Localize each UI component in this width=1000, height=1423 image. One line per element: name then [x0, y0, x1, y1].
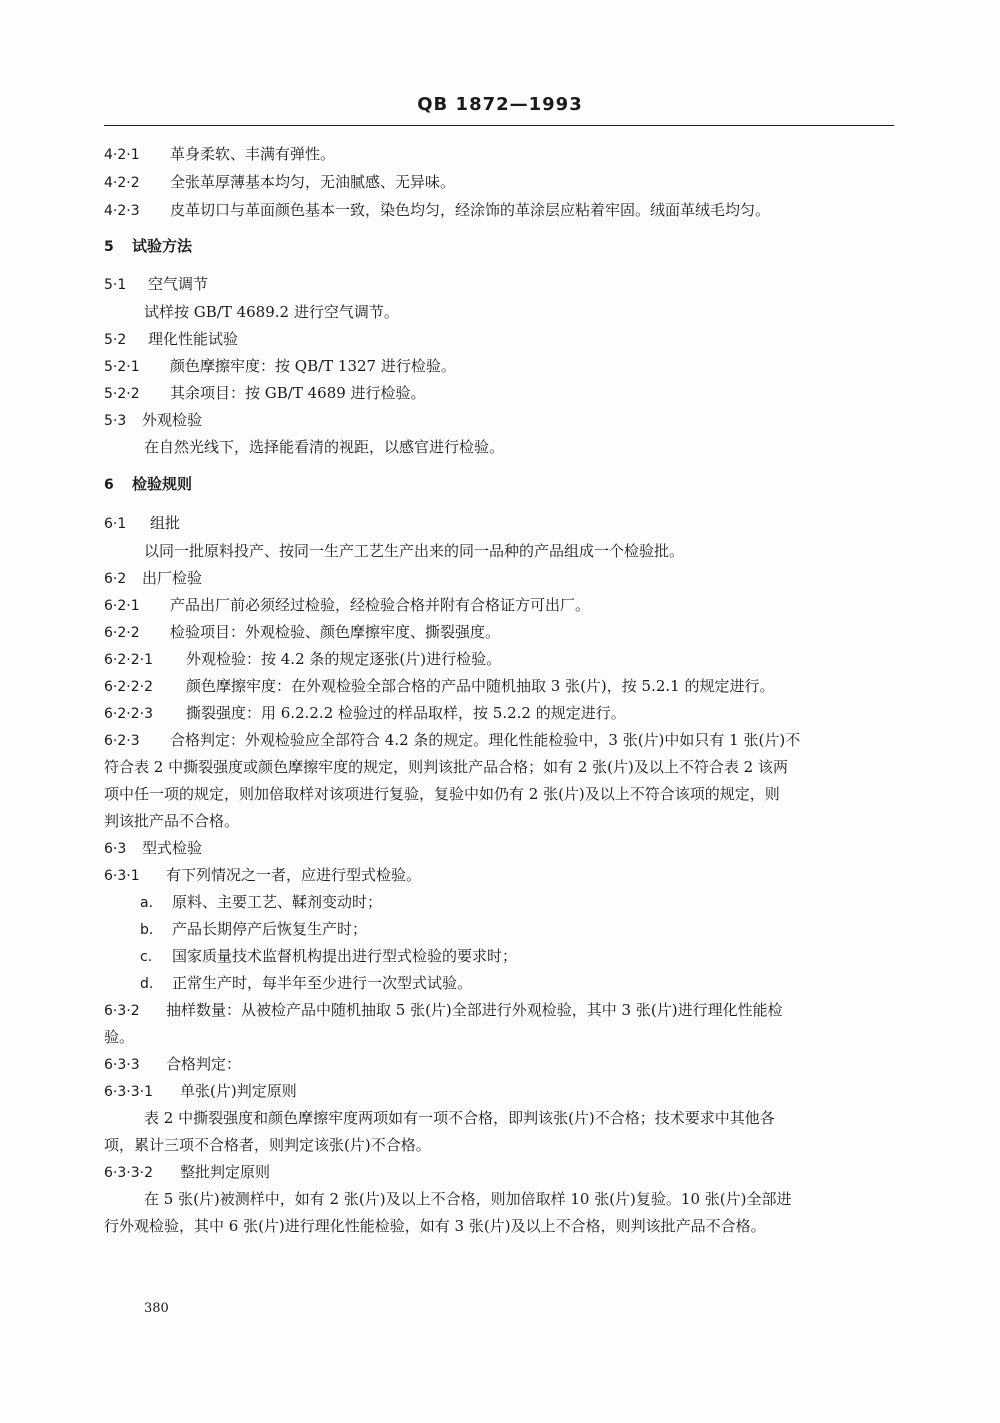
clause-text: 出厂检验: [142, 569, 203, 587]
section-title: 试验方法: [132, 237, 193, 255]
clause-number: 6·1: [104, 516, 127, 532]
clause-6-1-body: [144, 541, 684, 561]
clause-text: 皮革切口与革面颜色基本一致，染色均匀，经涂饰的革涂层应粘着牢固。绒面革绒毛均匀。: [170, 201, 771, 219]
clause-6-3-3-1-body-1: [144, 1108, 775, 1128]
clause-5-3-body: [144, 437, 504, 457]
clause-5-3: [104, 410, 202, 431]
clause-6-3-3-2-body-2: [104, 1216, 766, 1236]
clause-text: 产品出厂前必须经过检验，经检验合格并附有合格证方可出厂。: [170, 596, 591, 614]
clause-number: 5·2·1: [104, 359, 140, 375]
clause-4-2-2: [104, 172, 455, 193]
clause-text: 项，累计三项不合格者，则判定该张(片)不合格。: [104, 1136, 431, 1154]
clause-text: 表 2 中撕裂强度和颜色摩擦牢度两项如有一项不合格，即判该张(片)不合格；技术要求中其他各: [144, 1109, 775, 1127]
list-text: 正常生产时，每半年至少进行一次型式试验。: [172, 974, 473, 992]
clause-text: 以同一批原料投产、按同一生产工艺生产出来的同一品种的产品组成一个检验批。: [144, 542, 685, 560]
clause-number: 5·2·2: [104, 386, 140, 402]
list-marker: d.: [140, 976, 154, 992]
clause-6-2: [104, 568, 202, 589]
section-number: 6: [104, 477, 114, 493]
clause-text: 整批判定原则: [180, 1163, 271, 1181]
clause-text: 外观检验：按 4.2 条的规定逐张(片)进行检验。: [186, 650, 502, 668]
clause-text: 抽样数量：从被检产品中随机抽取 5 张(片)全部进行外观检验，其中 3 张(片)进行理化性能检: [166, 1001, 783, 1019]
list-text: 国家质量技术监督机构提出进行型式检验的要求时；: [172, 947, 518, 965]
clause-4-2-1: [104, 144, 335, 165]
clause-number: 6·2·1: [104, 598, 140, 614]
clause-text: 颜色摩擦牢度：按 QB/T 1327 进行检验。: [170, 357, 456, 375]
clause-5-1-body: [144, 302, 399, 322]
list-marker: b.: [140, 922, 154, 938]
header-divider: [104, 125, 894, 126]
clause-text: 单张(片)判定原则: [180, 1082, 297, 1100]
clause-number: 5·1: [104, 277, 127, 293]
clause-text: 撕裂强度：用 6.2.2.2 检验过的样品取样，按 5.2.2 的规定进行。: [186, 704, 626, 722]
clause-text: 其余项目：按 GB/T 4689 进行检验。: [170, 384, 426, 402]
clause-6-2-3-cont-1: [104, 757, 788, 777]
clause-number: 6·2·2: [104, 625, 140, 641]
clause-text: 空气调节: [148, 275, 209, 293]
clause-6-3-2-cont: [104, 1027, 134, 1047]
clause-text: 试样按 GB/T 4689.2 进行空气调节。: [144, 303, 399, 321]
clause-text: 合格判定：外观检验应全部符合 4.2 条的规定。理化性能检验中，3 张(片)中如只有 1 张(片)不: [170, 731, 801, 749]
clause-text: 在 5 张(片)被测样中，如有 2 张(片)及以上不合格，则加倍取样 10 张(片)复验。10 张(片)全部进: [144, 1190, 792, 1208]
clause-text: 在自然光线下，选择能看清的视距，以感官进行检验。: [144, 438, 505, 456]
section-number: 5: [104, 239, 114, 255]
clause-text: 有下列情况之一者，应进行型式检验。: [166, 866, 422, 884]
clause-5-2-1: [104, 356, 456, 377]
clause-number: 4·2·3: [104, 203, 140, 219]
clause-6-2-2-3: [104, 703, 626, 724]
clause-number: 6·3·1: [104, 868, 140, 884]
section-6-heading: [104, 474, 192, 495]
clause-text: 项中任一项的规定，则加倍取样对该项进行复验，复验中如仍有 2 张(片)及以上不符合该项的规定，则: [104, 785, 780, 803]
clause-number: 6·2·2·2: [104, 679, 153, 695]
clause-6-2-3-cont-3: [104, 811, 239, 831]
clause-number: 5·3: [104, 413, 127, 429]
clause-text: 行外观检验，其中 6 张(片)进行理化性能检验，如有 3 张(片)及以上不合格，则判该批产品不合格。: [104, 1217, 766, 1235]
clause-number: 6·3·3·2: [104, 1165, 153, 1181]
clause-text: 组批: [150, 514, 181, 532]
clause-6-2-2: [104, 622, 500, 643]
list-item-b: [140, 919, 367, 940]
clause-6-2-1: [104, 595, 590, 616]
clause-5-1: [104, 274, 208, 295]
clause-number: 6·2·2·1: [104, 652, 153, 668]
clause-text: 型式检验: [142, 839, 203, 857]
clause-5-2-2: [104, 383, 426, 404]
list-item-a: [140, 892, 382, 913]
clause-6-3-2: [104, 1000, 783, 1021]
clause-number: 6·2·3: [104, 733, 140, 749]
list-text: 产品长期停产后恢复生产时；: [172, 920, 368, 938]
clause-number: 6·3·3: [104, 1057, 140, 1073]
list-item-d: [140, 973, 472, 994]
clause-text: 符合表 2 中撕裂强度或颜色摩擦牢度的规定，则判该批产品合格；如有 2 张(片)及以上不符合表 2 该两: [104, 758, 788, 776]
clause-number: 5·2: [104, 332, 127, 348]
clause-text: 革身柔软、丰满有弹性。: [170, 145, 336, 163]
clause-6-3: [104, 838, 202, 859]
clause-6-3-1: [104, 865, 421, 886]
section-5-heading: [104, 236, 192, 257]
clause-text: 判该批产品不合格。: [104, 812, 240, 830]
clause-number: 6·3·3·1: [104, 1084, 153, 1100]
list-item-c: [140, 946, 517, 967]
clause-text: 检验项目：外观检验、颜色摩擦牢度、撕裂强度。: [170, 623, 501, 641]
clause-text: 全张革厚薄基本均匀，无油腻感、无异味。: [170, 173, 456, 191]
clause-number: 6·2: [104, 571, 127, 587]
clause-number: 4·2·2: [104, 175, 140, 191]
clause-number: 6·2·2·3: [104, 706, 153, 722]
clause-text: 验。: [104, 1028, 135, 1046]
clause-text: 颜色摩擦牢度：在外观检验全部合格的产品中随机抽取 3 张(片)，按 5.2.1 的规定进行。: [186, 677, 775, 695]
clause-text: 理化性能试验: [148, 330, 239, 348]
clause-6-2-2-2: [104, 676, 775, 697]
clause-6-3-3-2-body-1: [144, 1189, 791, 1209]
clause-text: 外观检验: [142, 411, 203, 429]
clause-4-2-3: [104, 200, 770, 221]
clause-6-1: [104, 513, 180, 534]
clause-6-2-2-1: [104, 649, 501, 670]
section-title: 检验规则: [132, 475, 193, 493]
list-text: 原料、主要工艺、鞣剂变动时；: [172, 893, 383, 911]
list-marker: c.: [140, 949, 153, 965]
page-number: 380: [144, 1301, 169, 1316]
standard-code-header: QB 1872—1993: [417, 94, 583, 115]
clause-6-3-3: [104, 1054, 241, 1075]
clause-5-2: [104, 329, 238, 350]
clause-6-3-3-1-body-2: [104, 1135, 431, 1155]
clause-number: 6·3: [104, 841, 127, 857]
clause-number: 6·3·2: [104, 1003, 140, 1019]
clause-6-3-3-1: [104, 1081, 297, 1102]
clause-number: 4·2·1: [104, 147, 140, 163]
clause-6-2-3-cont-2: [104, 784, 780, 804]
list-marker: a.: [140, 895, 154, 911]
clause-6-2-3: [104, 730, 800, 751]
clause-6-3-3-2: [104, 1162, 270, 1183]
clause-text: 合格判定：: [166, 1055, 242, 1073]
